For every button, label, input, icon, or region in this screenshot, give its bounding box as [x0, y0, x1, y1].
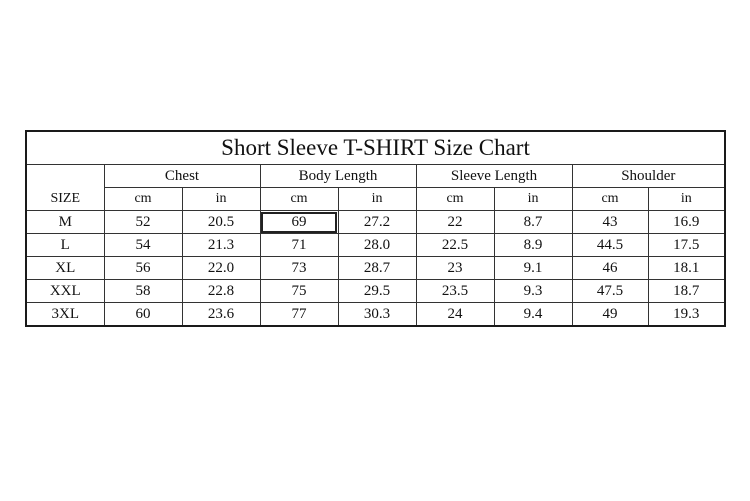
table-cell: 9.4 [494, 303, 572, 326]
table-cell: 22.0 [182, 257, 260, 280]
chart-title: Short Sleeve T-SHIRT Size Chart [27, 132, 724, 165]
table-cell: 22.5 [416, 234, 494, 257]
table-cell: 29.5 [338, 280, 416, 303]
unit-header-row [27, 188, 724, 211]
group-body-length: Body Length [260, 165, 416, 188]
unit-cm: cm [104, 188, 182, 211]
size-table [27, 165, 724, 325]
table-cell: 27.2 [338, 211, 416, 234]
table-cell: 30.3 [338, 303, 416, 326]
table-cell: 19.3 [648, 303, 724, 326]
table-cell: 8.9 [494, 234, 572, 257]
unit-in: in [648, 188, 724, 211]
table-cell: 71 [260, 234, 338, 257]
table-row [27, 280, 724, 303]
table-cell: 24 [416, 303, 494, 326]
table-cell: 18.1 [648, 257, 724, 280]
size-column-header: SIZE [50, 190, 81, 206]
table-cell: 44.5 [572, 234, 648, 257]
table-row [27, 211, 724, 234]
unit-cm: cm [416, 188, 494, 211]
table-cell: 20.5 [182, 211, 260, 234]
size-chart [25, 130, 726, 327]
unit-in: in [494, 188, 572, 211]
table-cell: 60 [104, 303, 182, 326]
group-shoulder: Shoulder [572, 165, 724, 188]
table-row [27, 234, 724, 257]
table-cell: 49 [572, 303, 648, 326]
unit-cm: cm [260, 188, 338, 211]
table-row [27, 303, 724, 326]
table-cell: 21.3 [182, 234, 260, 257]
unit-in: in [182, 188, 260, 211]
table-cell: 75 [260, 280, 338, 303]
size-label: 3XL [27, 303, 104, 326]
table-cell: 52 [104, 211, 182, 234]
table-cell: 16.9 [648, 211, 724, 234]
table-cell: 18.7 [648, 280, 724, 303]
table-cell: 22.8 [182, 280, 260, 303]
unit-cm: cm [572, 188, 648, 211]
table-cell: 58 [104, 280, 182, 303]
table-cell: 23.5 [416, 280, 494, 303]
size-label: XXL [27, 280, 104, 303]
size-label: L [27, 234, 104, 257]
table-cell: 23.6 [182, 303, 260, 326]
table-cell: 22 [416, 211, 494, 234]
table-cell: 43 [572, 211, 648, 234]
table-cell: 77 [260, 303, 338, 326]
group-header-row [27, 165, 724, 188]
table-cell: 9.3 [494, 280, 572, 303]
size-label: M [27, 211, 104, 234]
table-cell: 28.0 [338, 234, 416, 257]
table-cell: 54 [104, 234, 182, 257]
table-cell: 28.7 [338, 257, 416, 280]
table-cell: 23 [416, 257, 494, 280]
size-label: XL [27, 257, 104, 280]
table-cell: 73 [260, 257, 338, 280]
table-cell: 47.5 [572, 280, 648, 303]
unit-in: in [338, 188, 416, 211]
table-cell: 9.1 [494, 257, 572, 280]
table-row [27, 257, 724, 280]
group-chest: Chest [104, 165, 260, 188]
corner-cell [27, 165, 104, 188]
table-cell: 46 [572, 257, 648, 280]
selected-cell[interactable]: 69 [260, 211, 338, 234]
table-cell: 8.7 [494, 211, 572, 234]
table-cell: 17.5 [648, 234, 724, 257]
group-sleeve-length: Sleeve Length [416, 165, 572, 188]
table-cell: 56 [104, 257, 182, 280]
